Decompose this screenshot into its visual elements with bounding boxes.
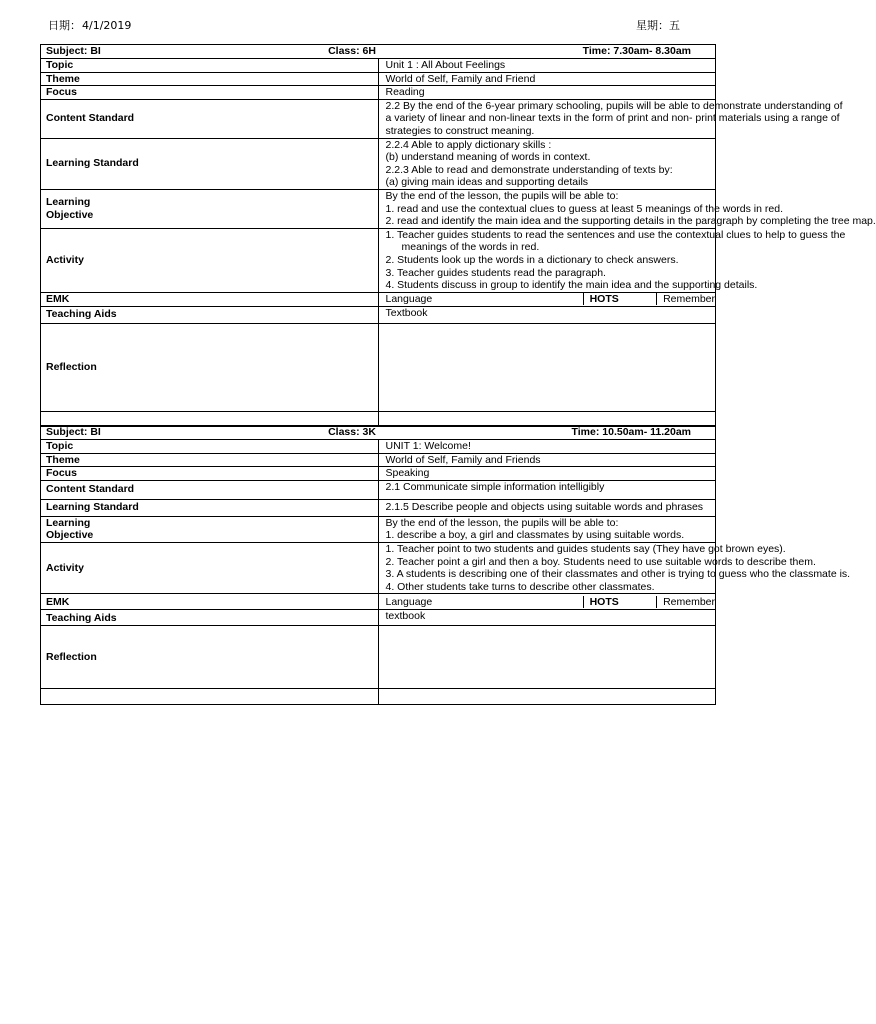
text-line: 2. Teacher point a girl and then a boy. Students need to use suitable words to describe them. (385, 555, 816, 568)
reflection-label: Reflection (41, 323, 379, 411)
topic-value: UNIT 1: Welcome! (378, 440, 716, 454)
text-line: 1. describe a boy, a girl and classmates by using suitable words. (385, 529, 685, 542)
emk-value: Language (385, 292, 433, 305)
label-line: Objective (46, 208, 94, 221)
text-line: 1. Teacher point to two students and guides students say (They have got brown eyes). (385, 542, 786, 555)
reflection-value (378, 626, 716, 689)
lesson-header-row (41, 426, 716, 440)
text-line: (b) understand meaning of words in context. (385, 151, 591, 164)
learning-objective-row (41, 516, 716, 542)
blank-cell (41, 411, 379, 426)
emk-row (41, 292, 716, 306)
text-line: 4. Other students take turns to describe other classmates. (385, 580, 655, 593)
text-line: 3. Teacher guides students read the paragraph. (385, 266, 606, 279)
focus-row (41, 467, 716, 481)
class-label: Class: 3K (328, 426, 376, 439)
focus-label: Focus (41, 467, 379, 481)
text-line: By the end of the lesson, the pupils will be able to: (385, 516, 619, 529)
topic-value: Unit 1 : All About Feelings (378, 59, 716, 73)
emk-label: EMK (41, 292, 379, 306)
blank-cell (378, 689, 716, 705)
teaching-aids-row (41, 306, 716, 323)
learning-objective-label (41, 189, 379, 228)
learning-standard-label: Learning Standard (41, 138, 379, 189)
teaching-aids-label: Teaching Aids (41, 610, 379, 626)
lesson-plan-table-1 (40, 44, 876, 427)
content-standard-value (378, 480, 716, 499)
lesson-header-row (41, 45, 716, 59)
topic-label: Topic (41, 440, 379, 454)
hots-value: Remember (656, 596, 715, 609)
text-line: 2. Students look up the words in a dictionary to check answers. (385, 253, 679, 266)
hots-value: Remember (656, 293, 715, 306)
hots-label: HOTS (583, 293, 656, 306)
text-line: 2.2.3 Able to read and demonstrate understanding of texts by: (385, 163, 673, 176)
learning-objective-row (41, 189, 716, 228)
text-line: 2.1 Communicate simple information intelligibly (385, 480, 605, 493)
teaching-aids-label: Teaching Aids (41, 306, 379, 323)
reflection-row (41, 626, 716, 689)
learning-standard-value (378, 499, 716, 516)
topic-row (41, 440, 716, 454)
topic-label: Topic (41, 59, 379, 73)
text-line: By the end of the lesson, the pupils will be able to: (385, 189, 619, 202)
theme-row (41, 453, 716, 467)
day-field: 星期：五 (636, 19, 680, 32)
hots-label: HOTS (583, 596, 656, 609)
emk-row (41, 594, 716, 610)
content-standard-label: Content Standard (41, 480, 379, 499)
learning-objective-value (378, 189, 876, 228)
emk-hots-cell (378, 594, 716, 610)
learning-standard-row (41, 499, 716, 516)
theme-value: World of Self, Family and Friend (378, 72, 716, 86)
label-line: Learning (46, 196, 91, 209)
text-line: 2. read and identify the main idea and the supporting details in the paragraph by completing the tree map. (385, 215, 876, 228)
activity-value (378, 542, 851, 593)
blank-row (41, 411, 716, 426)
activity-row (41, 228, 716, 292)
text-line: 1. read and use the contextual clues to guess at least 5 meanings of the words in red. (385, 202, 783, 215)
focus-value: Reading (378, 86, 716, 100)
class-label: Class: 6H (328, 45, 376, 58)
learning-objective-label (41, 516, 379, 542)
date-value: 4/1/2019 (82, 19, 132, 32)
subject-label: Subject: BI (46, 426, 101, 439)
text-line: 4. Students discuss in group to identify the main idea and the supporting details. (385, 279, 758, 292)
blank-cell (41, 689, 379, 705)
lesson-plan-table-2 (40, 425, 851, 705)
subject-label: Subject: BI (46, 45, 101, 58)
learning-objective-value (378, 516, 716, 542)
theme-label: Theme (41, 72, 379, 86)
focus-value: Speaking (378, 467, 716, 481)
teaching-aids-value: Textbook (378, 306, 716, 323)
reflection-row (41, 323, 716, 411)
learning-standard-value (378, 138, 716, 189)
learning-standard-label: Learning Standard (41, 499, 379, 516)
date-label: 日期： (48, 19, 81, 32)
blank-cell (378, 411, 716, 426)
text-line: 2.2.4 Able to apply dictionary skills : (385, 138, 552, 151)
activity-row (41, 542, 716, 593)
label-line: Learning (46, 516, 91, 529)
teaching-aids-row (41, 610, 716, 626)
activity-label: Activity (41, 542, 379, 593)
text-line: a variety of linear and non-linear texts in the form of print and non- print materials using a range of (385, 112, 840, 125)
theme-label: Theme (41, 453, 379, 467)
text-line: meanings of the words in red. (401, 241, 540, 254)
theme-value: World of Self, Family and Friends (378, 453, 716, 467)
emk-hots-cell (378, 292, 716, 306)
text-line: 2.2 By the end of the 6-year primary schooling, pupils will be able to demonstrate understanding of (385, 99, 843, 112)
label-line: Objective (46, 529, 94, 542)
text-line: 3. A students is describing one of their classmates and other is trying to guess who the classmate is. (385, 568, 851, 581)
activity-value (378, 228, 846, 292)
content-standard-row (41, 480, 716, 499)
emk-value: Language (385, 595, 433, 608)
content-standard-value (378, 99, 843, 138)
learning-standard-row (41, 138, 716, 189)
theme-row (41, 72, 716, 86)
text-line: 2.1.5 Describe people and objects using suitable words and phrases (385, 501, 704, 514)
text-line: 1. Teacher guides students to read the sentences and use the contextual clues to help to guess the (385, 228, 846, 241)
focus-row (41, 86, 716, 100)
text-line: strategies to construct meaning. (385, 124, 535, 137)
reflection-value (378, 323, 716, 411)
topic-row (41, 59, 716, 73)
teaching-aids-value: textbook (378, 610, 716, 626)
activity-label: Activity (41, 228, 379, 292)
time-label: Time: 10.50am- 11.20am (571, 426, 691, 439)
blank-row (41, 689, 716, 705)
content-standard-row (41, 99, 716, 138)
page-header (40, 17, 680, 31)
reflection-label: Reflection (41, 626, 379, 689)
focus-label: Focus (41, 86, 379, 100)
date-field (48, 17, 131, 33)
content-standard-label: Content Standard (41, 99, 379, 138)
time-label: Time: 7.30am- 8.30am (582, 45, 691, 58)
emk-label: EMK (41, 594, 379, 610)
text-line: (a) giving main ideas and supporting details (385, 176, 589, 189)
